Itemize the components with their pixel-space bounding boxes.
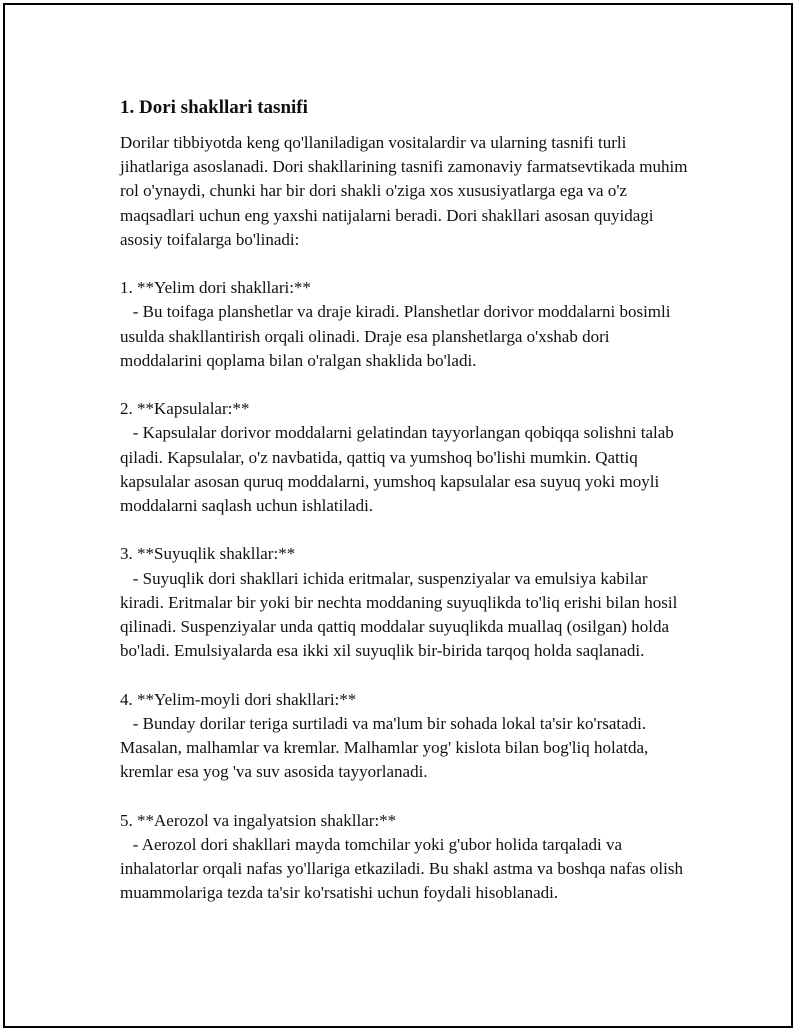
item-title: 1. **Yelim dori shakllari:** <box>120 278 311 298</box>
item-body: - Kapsulalar dorivor moddalarni gelatindan tayyorlangan qobiqqa solishni talab qiladi. Kapsulalar, o'z navbatida, qattiq va yumshoq bo'lishi mumkin. Qattiq kapsulalar asosan quruq moddalarni, yumshoq kapsulalar esa suyuq yoki moyli moddalarni saqlash uchun ishlatiladi. <box>120 423 674 516</box>
section-heading: 1. Dori shakllari tasnifi <box>120 97 308 118</box>
item-body: - Suyuqlik dori shakllari ichida eritmalar, suspenziyalar va emulsiya kabilar kiradi. Eritmalar bir yoki bir nechta moddaning suyuqlikda to'liq erishi bilan hosil qilinadi. Suspenziyalar unda qattiq moddalar suyuqlikda muallaq (osilgan) holda bo'ladi. Emulsiyalarda esa ikki xil suyuqlik bir-birida tarqoq holda saqlanadi. <box>120 568 678 661</box>
item-title: 5. **Aerozol va ingalyatsion shakllar:** <box>120 810 397 830</box>
intro-paragraph: Dorilar tibbiyotda keng qo'llaniladigan vositalardir va ularning tasnifi turli jihatlariga asoslanadi. Dori shakllarining tasnifi zamonaviy farmatsevtikada muhim rol o'ynaydi, chunki har bir dori shakli o'ziga xos xususiyatlarga ega va o'z maqsadlari uchun eng yaxshi natijalarni beradi. Dori shakllari asosan quyidagi asosiy toifalarga bo'linadi: <box>120 133 688 249</box>
item-title: 3. **Suyuqlik shakllar:** <box>120 544 296 564</box>
document-content <box>120 95 690 905</box>
document-page <box>3 3 793 1028</box>
item-body: - Bunday dorilar teriga surtiladi va ma'lum bir sohada lokal ta'sir ko'rsatadi. Masalan, malhamlar va kremlar. Malhamlar yog' kislota bilan bog'liq holatda, kremlar esa yog 'va suv asosida tayyorlanadi. <box>120 713 649 782</box>
item-body: - Bu toifaga planshetlar va draje kiradi. Planshetlar dorivor moddalarni bosimli usulda shakllantirish orqali olinadi. Draje esa planshetlarga o'xshab dori moddalarini qoplama bilan o'ralgan shaklida bo'ladi. <box>120 302 671 370</box>
item-title: 4. **Yelim-moyli dori shakllari:** <box>120 689 357 709</box>
list-item <box>120 397 690 518</box>
list-item <box>120 688 690 785</box>
item-body: - Aerozol dori shakllari mayda tomchilar yoki g'ubor holida tarqaladi va inhalatorlar orqali nafas yo'llariga etkaziladi. Bu shakl astma va boshqa nafas olish muammolariga tezda ta'sir ko'rsatishi uchun foydali hisoblanadi. <box>120 834 683 903</box>
list-item <box>120 542 690 663</box>
list-item <box>120 276 690 373</box>
list-item <box>120 809 690 906</box>
item-title: 2. **Kapsulalar:** <box>120 399 250 419</box>
